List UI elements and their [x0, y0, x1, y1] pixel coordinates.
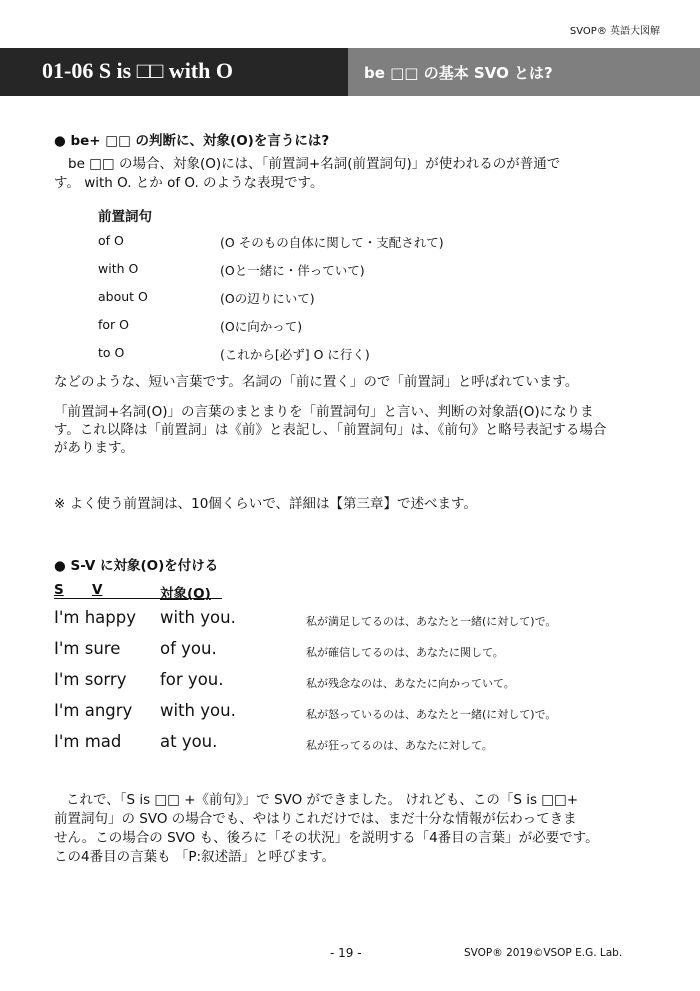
- example-sv: I'm mad: [54, 732, 122, 751]
- column-header-s: S: [54, 582, 64, 598]
- section-heading: ● be+ □□ の判断に、対象(O)を言うには?: [54, 133, 330, 149]
- section-heading: ● S-V に対象(O)を付ける: [54, 558, 219, 574]
- prep-meaning: (Oの辺りにいて): [220, 291, 315, 306]
- page-subtitle: be □□ の基本 SVO とは?: [364, 64, 553, 82]
- body-text: この4番目の言葉も 「P:叙述語」と呼びます。: [54, 849, 335, 865]
- example-translation: 私が満足してるのは、あなたと一緒(に対して)で。: [306, 615, 557, 628]
- example-translation: 私が残念なのは、あなたに向かっていて。: [306, 677, 515, 690]
- body-text: be □□ の場合、対象(O)には、「前置詞+名詞(前置詞句)」が使われるのが普通で: [68, 156, 561, 172]
- prep-term: of O: [98, 233, 124, 248]
- example-sv: I'm sure: [54, 639, 121, 658]
- title-banner: [0, 48, 348, 96]
- example-object: at you.: [160, 732, 218, 751]
- example-object: of you.: [160, 639, 217, 658]
- running-head: SVOP® 英語大図解: [569, 26, 660, 37]
- body-text: これで、「S is □□ +《前句》」で SVO ができました。 けれども、この「S is □□+: [66, 792, 579, 808]
- body-text: などのような、短い言葉です。名詞の「前に置く」ので「前置詞」と呼ばれています。: [54, 374, 579, 390]
- prep-meaning: (Oと一緒に・伴っていて): [220, 263, 365, 278]
- example-translation: 私が怒っているのは、あなたと一緒(に対して)で。: [306, 708, 557, 721]
- example-sv: I'm sorry: [54, 670, 127, 689]
- subtitle-banner: [348, 48, 700, 96]
- body-text: す。これ以降は「前置詞」は《前》と表記し、「前置詞句」は、《前句》と略号表記する場合: [54, 422, 607, 438]
- page-number: - 19 -: [330, 946, 362, 960]
- example-translation: 私が確信してるのは、あなたに関して。: [306, 646, 504, 659]
- copyright: SVOP® 2019©VSOP E.G. Lab.: [464, 947, 623, 959]
- prep-meaning: (Oに向かって): [220, 319, 303, 334]
- example-sv: I'm happy: [54, 608, 137, 627]
- body-text: があります。: [54, 440, 134, 456]
- prep-term: about O: [98, 289, 148, 304]
- note-text: ※ よく使う前置詞は、10個くらいで、詳細は【第三章】で述べます。: [54, 496, 477, 512]
- example-object: with you.: [160, 701, 236, 720]
- header-underline: [54, 598, 222, 599]
- prep-meaning: (O そのもの自体に関して・支配されて): [220, 235, 444, 250]
- list-heading: 前置詞句: [98, 209, 152, 225]
- example-sv: I'm angry: [54, 701, 133, 720]
- body-text: す。 with O. とか of O. のような表現です。: [54, 175, 324, 191]
- column-header-o: 対象(O): [160, 586, 211, 602]
- column-header-v: V: [92, 582, 103, 598]
- page-title: 01-06 S is □□ with O: [42, 58, 233, 83]
- body-text: 前置詞句」の SVO の場合でも、やはりこれだけでは、まだ十分な情報が伝わってきま: [54, 811, 577, 827]
- example-object: for you.: [160, 670, 224, 689]
- body-text: 「前置詞+名詞(O)」の言葉のまとまりを「前置詞句」と言い、判断の対象語(O)になりま: [54, 404, 594, 420]
- prep-term: to O: [98, 345, 125, 360]
- prep-meaning: (これから[必ず] O に行く): [220, 347, 370, 362]
- example-object: with you.: [160, 608, 236, 627]
- prep-term: with O: [98, 261, 139, 276]
- prep-term: for O: [98, 317, 129, 332]
- body-text: せん。この場合の SVO も、後ろに「その状況」を説明する「4番目の言葉」が必要です。: [54, 830, 599, 846]
- example-translation: 私が狂ってるのは、あなたに対して。: [306, 739, 493, 752]
